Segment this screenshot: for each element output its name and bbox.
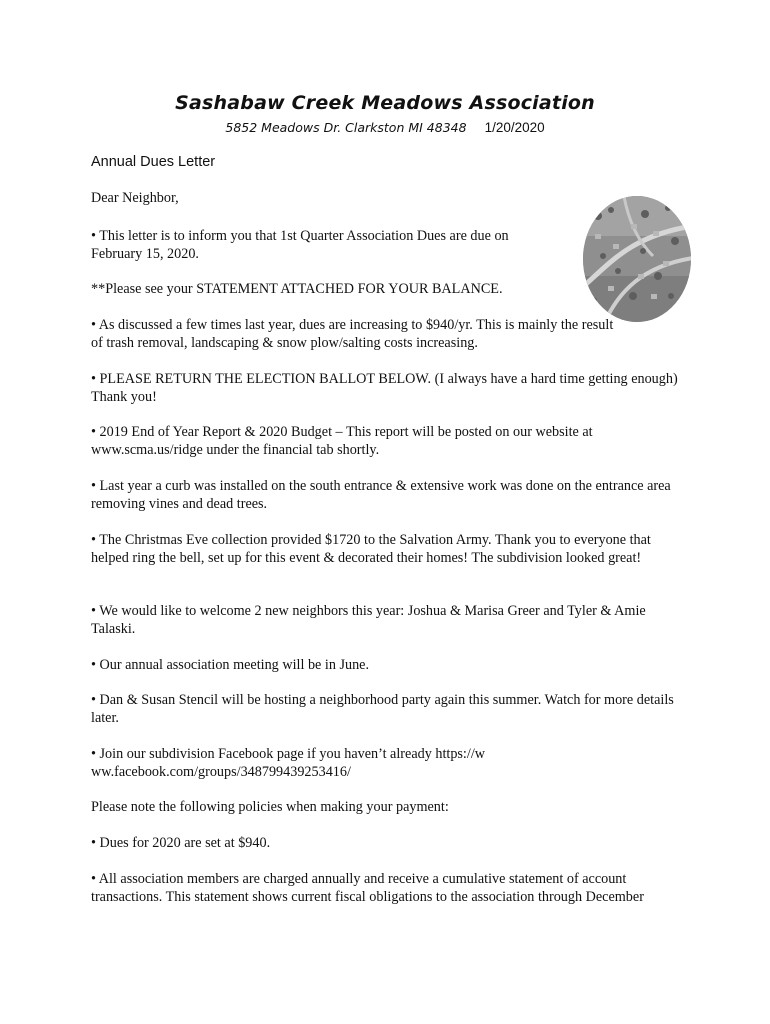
- salutation: Dear Neighbor,: [91, 190, 179, 206]
- address-line: [0, 120, 770, 136]
- paragraph-dues-increase: • As discussed a few times last year, dues are increasing to $940/yr. This is mainly the result of trash removal, landscaping & snow plow/salting costs increasing.: [91, 317, 614, 351]
- paragraph-statement-attached: **Please see your STATEMENT ATTACHED FOR YOUR BALANCE.: [91, 281, 503, 297]
- letter-type-heading: Annual Dues Letter: [91, 154, 216, 170]
- paragraph-payment-policies: Please note the following policies when making your payment:: [91, 799, 449, 815]
- subdivision-aerial-photo: [583, 196, 691, 322]
- paragraph-christmas-collection: • The Christmas Eve collection provided $1720 to the Salvation Army. Thank you to everyone that helped ring the bell, set up for this event & decorated their homes! The subdivision looked great!: [91, 532, 651, 566]
- paragraph-annual-meeting: • Our annual association meeting will be in June.: [91, 657, 370, 673]
- paragraph-new-neighbors: • We would like to welcome 2 new neighbors this year: Joshua & Marisa Greer and Tyler & Amie Talaski.: [91, 603, 646, 637]
- paragraph-election-ballot: • PLEASE RETURN THE ELECTION BALLOT BELOW. (I always have a hard time getting enough) Thank you!: [91, 371, 678, 405]
- paragraph-year-end-report: • 2019 End of Year Report & 2020 Budget – This report will be posted on our website at www.scma.us/ridge under the financial tab shortly.: [91, 424, 593, 458]
- paragraph-dues-amount: • Dues for 2020 are set at $940.: [91, 835, 271, 851]
- paragraph-facebook-group: • Join our subdivision Facebook page if you haven’t already https://www.facebook.com/groups/348799439253416/: [91, 746, 486, 780]
- paragraph-annual-statement: • All association members are charged annually and receive a cumulative statement of account transactions. This statement shows current fiscal obligations to the association through December: [91, 871, 644, 905]
- paragraph-neighborhood-party: • Dan & Susan Stencil will be hosting a neighborhood party again this summer. Watch for more details later.: [91, 692, 674, 726]
- association-address: 5852 Meadows Dr. Clarkston MI 48348: [225, 120, 467, 135]
- paragraph-curb-work: • Last year a curb was installed on the south entrance & extensive work was done on the entrance area removing vines and dead trees.: [91, 478, 671, 512]
- association-name: Sashabaw Creek Meadows Association: [175, 92, 595, 114]
- letter-date: 1/20/2020: [484, 120, 545, 135]
- paragraph-dues-due: • This letter is to inform you that 1st Quarter Association Dues are due on February 15, 2020.: [91, 228, 509, 262]
